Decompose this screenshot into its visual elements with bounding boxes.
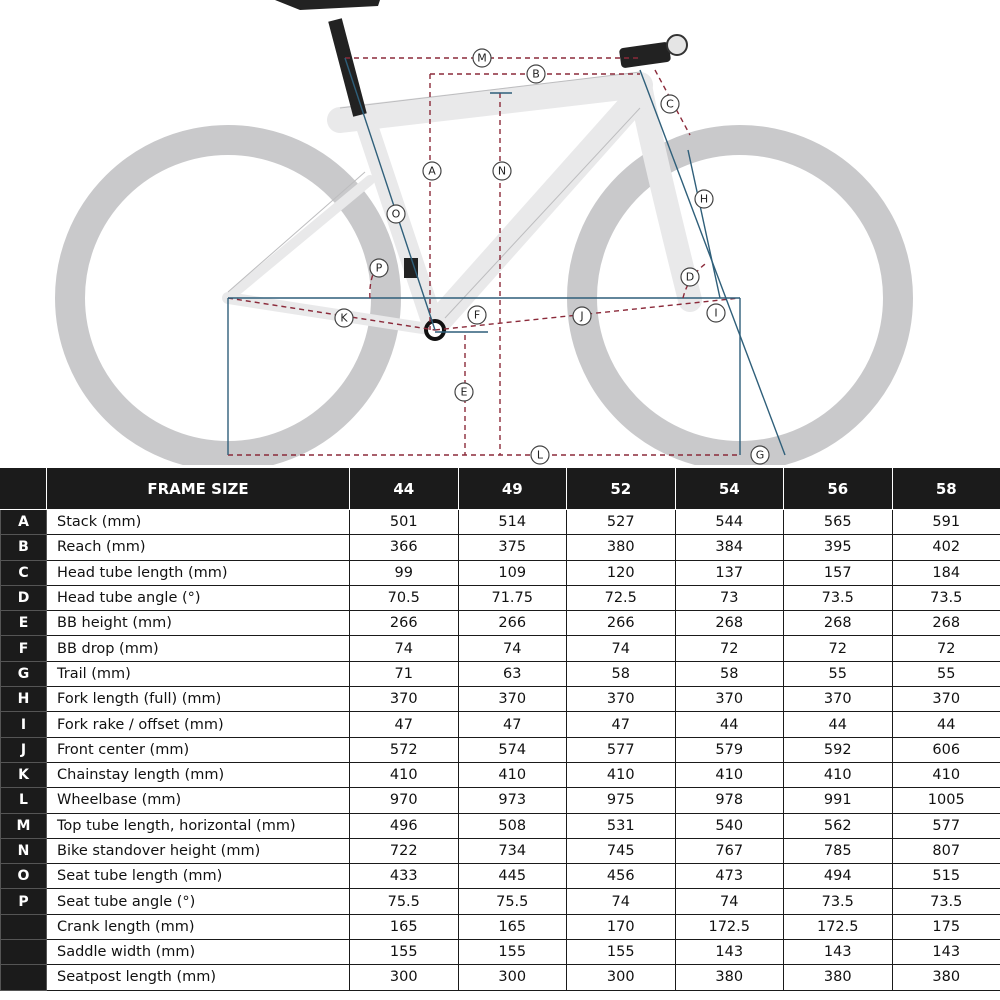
- callout-g: [751, 446, 769, 464]
- row-value: 562: [784, 813, 893, 838]
- row-value: 74: [675, 889, 784, 914]
- row-value: 445: [458, 864, 567, 889]
- row-value: 165: [458, 914, 567, 939]
- row-letter: K: [1, 762, 47, 787]
- row-label: Seatpost length (mm): [47, 965, 350, 990]
- row-value: 155: [458, 940, 567, 965]
- row-letter: I: [1, 712, 47, 737]
- row-value: 767: [675, 838, 784, 863]
- svg-text:E: E: [460, 385, 468, 399]
- row-value: 410: [675, 762, 784, 787]
- svg-text:G: G: [755, 448, 765, 462]
- row-label: Top tube length, horizontal (mm): [47, 813, 350, 838]
- row-letter: O: [1, 864, 47, 889]
- callout-k: [335, 309, 353, 327]
- row-letter: D: [1, 585, 47, 610]
- row-value: 268: [784, 611, 893, 636]
- row-value: 402: [892, 535, 1000, 560]
- row-value: 58: [675, 661, 784, 686]
- row-label: BB height (mm): [47, 611, 350, 636]
- row-value: 73.5: [784, 889, 893, 914]
- row-value: 155: [350, 940, 459, 965]
- row-value: 71: [350, 661, 459, 686]
- table-row: [1, 611, 1000, 636]
- row-value: 72: [784, 636, 893, 661]
- row-value: 375: [458, 535, 567, 560]
- row-value: 370: [567, 687, 676, 712]
- row-value: 73.5: [784, 585, 893, 610]
- row-value: 410: [892, 762, 1000, 787]
- row-letter: L: [1, 788, 47, 813]
- row-letter: M: [1, 813, 47, 838]
- row-value: 410: [567, 762, 676, 787]
- header-size: 49: [458, 469, 567, 510]
- row-value: 268: [892, 611, 1000, 636]
- row-label: Bike standover height (mm): [47, 838, 350, 863]
- row-value: 544: [675, 510, 784, 535]
- row-value: 143: [784, 940, 893, 965]
- row-value: 170: [567, 914, 676, 939]
- row-letter: P: [1, 889, 47, 914]
- row-value: 508: [458, 813, 567, 838]
- callout-a: [423, 162, 441, 180]
- row-value: 380: [784, 965, 893, 990]
- row-value: 74: [567, 636, 676, 661]
- row-value: 501: [350, 510, 459, 535]
- row-value: 73.5: [892, 889, 1000, 914]
- row-letter: [1, 965, 47, 990]
- callout-b: [527, 65, 545, 83]
- callout-e: [455, 383, 473, 401]
- row-value: 807: [892, 838, 1000, 863]
- callout-h: [695, 190, 713, 208]
- row-value: 63: [458, 661, 567, 686]
- row-label: Wheelbase (mm): [47, 788, 350, 813]
- row-value: 565: [784, 510, 893, 535]
- row-letter: F: [1, 636, 47, 661]
- row-value: 515: [892, 864, 1000, 889]
- row-value: 579: [675, 737, 784, 762]
- table-row: [1, 940, 1000, 965]
- row-value: 591: [892, 510, 1000, 535]
- row-value: 494: [784, 864, 893, 889]
- svg-text:O: O: [391, 207, 401, 221]
- row-value: 300: [458, 965, 567, 990]
- table-row: [1, 687, 1000, 712]
- svg-text:K: K: [340, 311, 348, 325]
- callout-m: [473, 49, 491, 67]
- callout-j: [573, 307, 591, 325]
- callout-p: [370, 259, 388, 277]
- row-value: 395: [784, 535, 893, 560]
- table-row: [1, 712, 1000, 737]
- table-row: [1, 636, 1000, 661]
- header-size: 54: [675, 469, 784, 510]
- row-value: 74: [458, 636, 567, 661]
- table-row: [1, 585, 1000, 610]
- table-body: [1, 510, 1000, 991]
- row-value: 734: [458, 838, 567, 863]
- row-label: Chainstay length (mm): [47, 762, 350, 787]
- row-value: 606: [892, 737, 1000, 762]
- row-value: 380: [567, 535, 676, 560]
- header-size: 56: [784, 469, 893, 510]
- row-value: 44: [892, 712, 1000, 737]
- row-value: 266: [567, 611, 676, 636]
- row-value: 268: [675, 611, 784, 636]
- row-label: Seat tube angle (°): [47, 889, 350, 914]
- svg-text:B: B: [532, 67, 540, 81]
- row-value: 370: [892, 687, 1000, 712]
- row-label: Saddle width (mm): [47, 940, 350, 965]
- table-row: [1, 914, 1000, 939]
- row-value: 496: [350, 813, 459, 838]
- row-value: 384: [675, 535, 784, 560]
- row-value: 72.5: [567, 585, 676, 610]
- svg-text:C: C: [666, 97, 674, 111]
- table-row: [1, 889, 1000, 914]
- table-header-row: [1, 469, 1000, 510]
- row-value: 300: [350, 965, 459, 990]
- geometry-table: [0, 468, 1000, 991]
- callout-l: [531, 446, 549, 464]
- svg-text:D: D: [685, 270, 695, 284]
- table-row: [1, 838, 1000, 863]
- row-value: 410: [458, 762, 567, 787]
- row-letter: [1, 914, 47, 939]
- row-value: 266: [458, 611, 567, 636]
- callout-n: [493, 162, 511, 180]
- stem: [619, 35, 687, 68]
- row-value: 137: [675, 560, 784, 585]
- callout-o: [387, 205, 405, 223]
- row-value: 47: [350, 712, 459, 737]
- row-letter: J: [1, 737, 47, 762]
- row-value: 70.5: [350, 585, 459, 610]
- row-value: 55: [784, 661, 893, 686]
- row-value: 74: [567, 889, 676, 914]
- svg-text:A: A: [428, 164, 436, 178]
- row-value: 165: [350, 914, 459, 939]
- row-value: 722: [350, 838, 459, 863]
- svg-text:P: P: [375, 261, 383, 275]
- row-value: 157: [784, 560, 893, 585]
- header-frame-size: FRAME SIZE: [47, 469, 350, 510]
- row-value: 44: [784, 712, 893, 737]
- row-letter: C: [1, 560, 47, 585]
- svg-text:M: M: [477, 51, 487, 65]
- row-value: 540: [675, 813, 784, 838]
- row-value: 592: [784, 737, 893, 762]
- row-value: 785: [784, 838, 893, 863]
- row-value: 975: [567, 788, 676, 813]
- row-value: 991: [784, 788, 893, 813]
- row-label: Head tube angle (°): [47, 585, 350, 610]
- row-value: 370: [784, 687, 893, 712]
- row-value: 47: [458, 712, 567, 737]
- row-value: 143: [675, 940, 784, 965]
- row-value: 75.5: [350, 889, 459, 914]
- row-value: 973: [458, 788, 567, 813]
- row-value: 109: [458, 560, 567, 585]
- header-corner: [1, 469, 47, 510]
- row-label: Fork length (full) (mm): [47, 687, 350, 712]
- row-value: 370: [675, 687, 784, 712]
- row-value: 75.5: [458, 889, 567, 914]
- row-value: 514: [458, 510, 567, 535]
- row-value: 370: [458, 687, 567, 712]
- row-value: 175: [892, 914, 1000, 939]
- row-value: 577: [892, 813, 1000, 838]
- table-row: [1, 965, 1000, 990]
- row-label: Fork rake / offset (mm): [47, 712, 350, 737]
- row-value: 531: [567, 813, 676, 838]
- header-size: 58: [892, 469, 1000, 510]
- row-value: 380: [675, 965, 784, 990]
- svg-text:N: N: [497, 164, 507, 178]
- table-row: [1, 762, 1000, 787]
- row-value: 55: [892, 661, 1000, 686]
- row-value: 410: [350, 762, 459, 787]
- row-value: 172.5: [784, 914, 893, 939]
- row-label: Front center (mm): [47, 737, 350, 762]
- row-letter: H: [1, 687, 47, 712]
- row-value: 433: [350, 864, 459, 889]
- row-value: 970: [350, 788, 459, 813]
- callout-d: [681, 268, 699, 286]
- row-label: Trail (mm): [47, 661, 350, 686]
- row-value: 366: [350, 535, 459, 560]
- row-value: 44: [675, 712, 784, 737]
- row-value: 456: [567, 864, 676, 889]
- table-row: [1, 535, 1000, 560]
- row-value: 71.75: [458, 585, 567, 610]
- row-letter: [1, 940, 47, 965]
- row-value: 266: [350, 611, 459, 636]
- row-letter: E: [1, 611, 47, 636]
- callout-f: [468, 306, 486, 324]
- row-letter: A: [1, 510, 47, 535]
- row-value: 978: [675, 788, 784, 813]
- header-size: 44: [350, 469, 459, 510]
- row-value: 73: [675, 585, 784, 610]
- row-label: Crank length (mm): [47, 914, 350, 939]
- row-label: BB drop (mm): [47, 636, 350, 661]
- row-value: 527: [567, 510, 676, 535]
- callout-i: [707, 304, 725, 322]
- svg-text:I: I: [714, 306, 718, 320]
- row-value: 72: [675, 636, 784, 661]
- svg-text:H: H: [699, 192, 709, 206]
- row-value: 172.5: [675, 914, 784, 939]
- table-row: [1, 737, 1000, 762]
- row-value: 572: [350, 737, 459, 762]
- row-value: 410: [784, 762, 893, 787]
- row-value: 745: [567, 838, 676, 863]
- row-label: Seat tube length (mm): [47, 864, 350, 889]
- row-value: 473: [675, 864, 784, 889]
- row-value: 370: [350, 687, 459, 712]
- row-letter: N: [1, 838, 47, 863]
- table-row: [1, 661, 1000, 686]
- svg-text:J: J: [580, 309, 584, 323]
- row-value: 72: [892, 636, 1000, 661]
- row-value: 120: [567, 560, 676, 585]
- row-value: 73.5: [892, 585, 1000, 610]
- table-row: [1, 788, 1000, 813]
- row-label: Head tube length (mm): [47, 560, 350, 585]
- row-value: 184: [892, 560, 1000, 585]
- row-value: 1005: [892, 788, 1000, 813]
- row-value: 58: [567, 661, 676, 686]
- row-label: Stack (mm): [47, 510, 350, 535]
- table-row: [1, 510, 1000, 535]
- table-row: [1, 560, 1000, 585]
- bike-geometry-diagram: [0, 0, 1000, 465]
- table-row: [1, 813, 1000, 838]
- callout-c: [661, 95, 679, 113]
- row-value: 143: [892, 940, 1000, 965]
- svg-text:L: L: [536, 448, 544, 462]
- svg-text:F: F: [473, 308, 481, 322]
- row-value: 74: [350, 636, 459, 661]
- row-value: 577: [567, 737, 676, 762]
- table-row: [1, 864, 1000, 889]
- row-value: 99: [350, 560, 459, 585]
- row-label: Reach (mm): [47, 535, 350, 560]
- row-value: 380: [892, 965, 1000, 990]
- header-size: 52: [567, 469, 676, 510]
- saddle: [275, 0, 380, 10]
- row-value: 155: [567, 940, 676, 965]
- row-letter: B: [1, 535, 47, 560]
- row-letter: G: [1, 661, 47, 686]
- row-value: 300: [567, 965, 676, 990]
- row-value: 47: [567, 712, 676, 737]
- row-value: 574: [458, 737, 567, 762]
